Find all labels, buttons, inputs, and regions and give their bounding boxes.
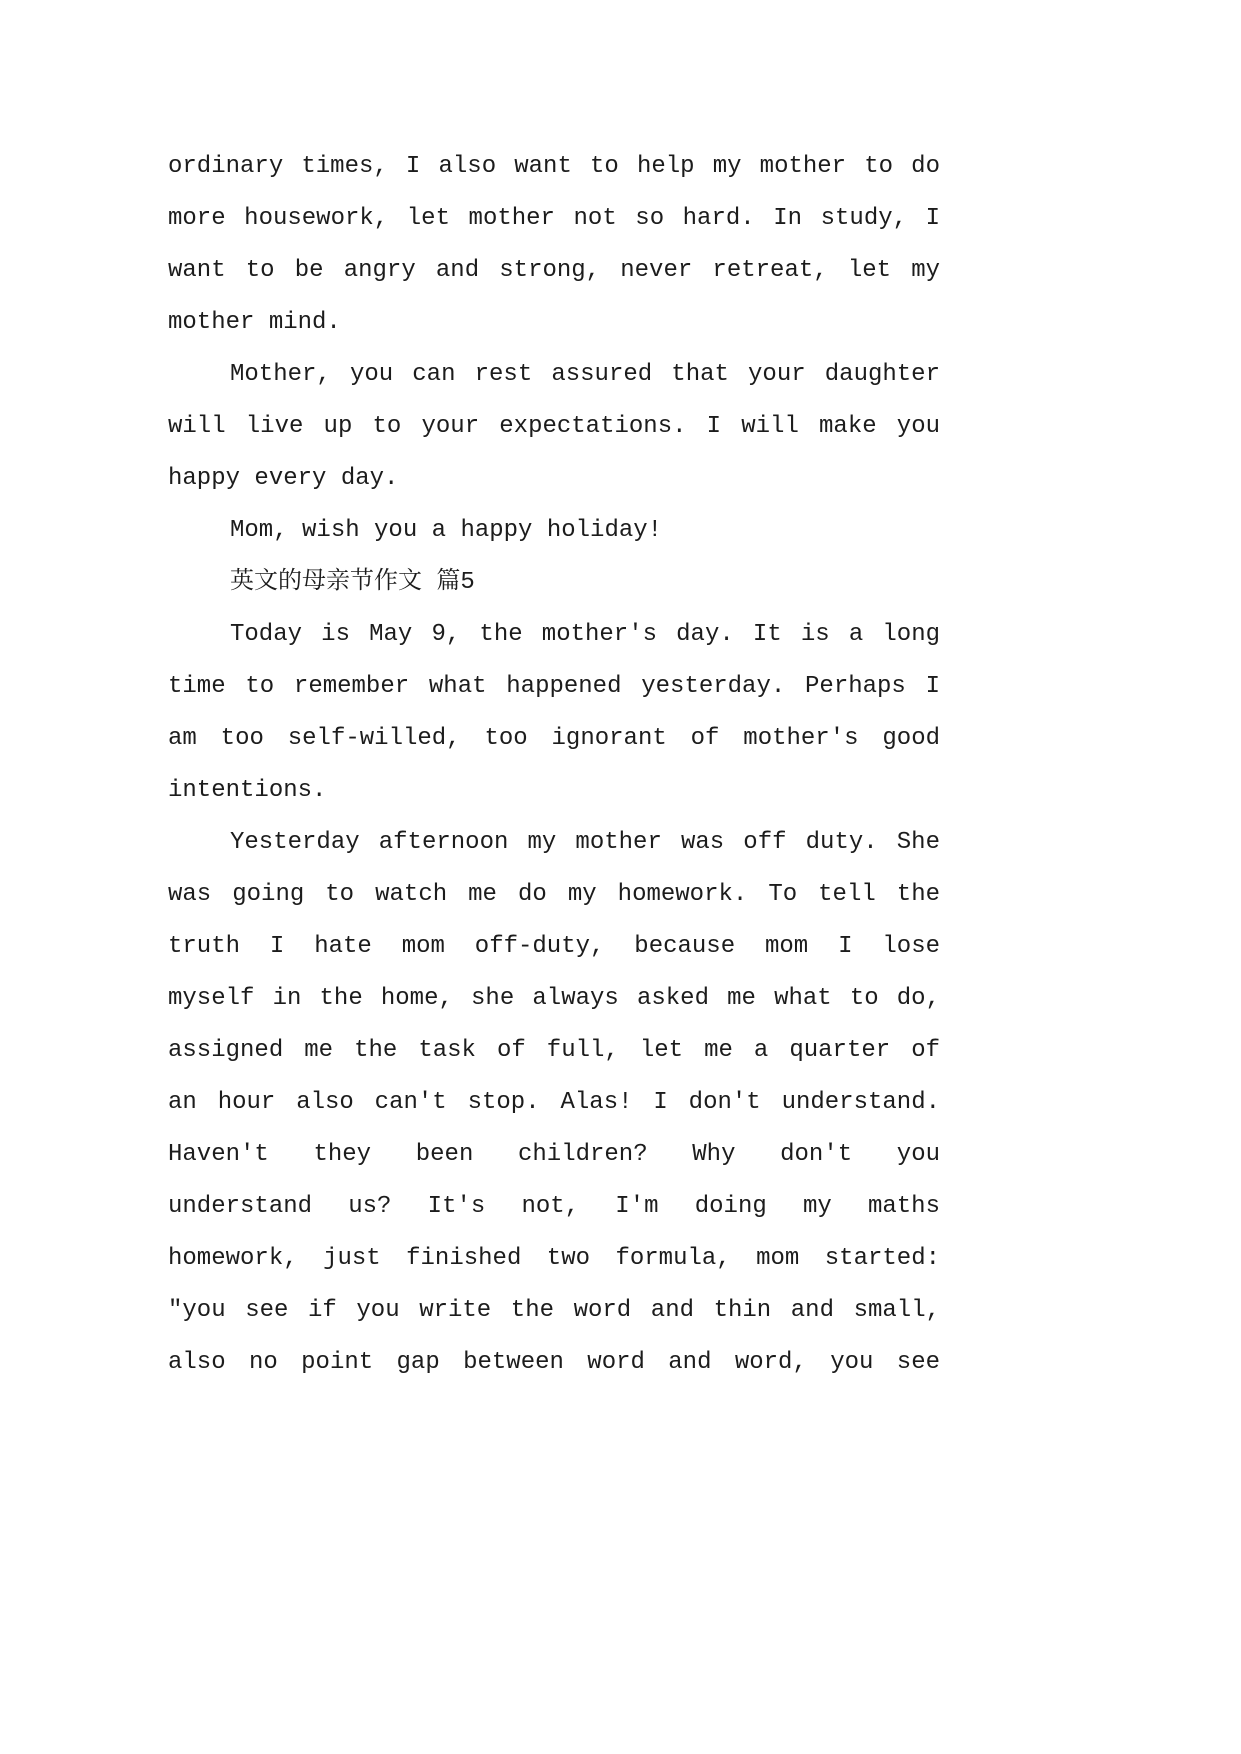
paragraph-line: truth I hate mom off-duty, because mom I lose bbox=[168, 933, 940, 960]
paragraph-line: am too self-willed, too ignorant of mother's good bbox=[168, 725, 940, 752]
paragraph-line: will live up to your expectations. I will make you bbox=[168, 413, 940, 440]
paragraph-line: Today is May 9, the mother's day. It is a long bbox=[230, 621, 940, 648]
paragraph-line: ordinary times, I also want to help my mother to do bbox=[168, 153, 940, 180]
paragraph-line: Yesterday afternoon my mother was off duty. She bbox=[230, 829, 940, 856]
paragraph-line: homework, just finished two formula, mom started: bbox=[168, 1245, 940, 1272]
paragraph bbox=[168, 609, 940, 817]
paragraph-line: was going to watch me do my homework. To tell the bbox=[168, 881, 940, 908]
section-heading bbox=[168, 557, 940, 609]
paragraph bbox=[168, 349, 940, 505]
paragraph-line: want to be angry and strong, never retreat, let my bbox=[168, 257, 940, 284]
paragraph bbox=[168, 505, 940, 557]
paragraph-line: mother mind. bbox=[168, 309, 341, 336]
paragraph-line: assigned me the task of full, let me a quarter of bbox=[168, 1037, 940, 1064]
section-heading-text: 英文的母亲节作文 篇5 bbox=[230, 569, 475, 596]
paragraph-line: "you see if you write the word and thin and small, bbox=[168, 1297, 940, 1324]
paragraph-line: Haven't they been children? Why don't you bbox=[168, 1141, 940, 1168]
paragraph-line: intentions. bbox=[168, 777, 327, 804]
body-text bbox=[168, 141, 940, 1389]
paragraph-line: an hour also can't stop. Alas! I don't understand. bbox=[168, 1089, 940, 1116]
paragraph-line: understand us? It's not, I'm doing my maths bbox=[168, 1193, 940, 1220]
paragraph bbox=[168, 817, 940, 1389]
paragraph-line: Mom, wish you a happy holiday! bbox=[230, 517, 663, 544]
paragraph bbox=[168, 141, 940, 349]
paragraph-line: Mother, you can rest assured that your daughter bbox=[230, 361, 940, 388]
paragraph-line: myself in the home, she always asked me what to do, bbox=[168, 985, 940, 1012]
paragraph-line: happy every day. bbox=[168, 465, 399, 492]
paragraph-line: time to remember what happened yesterday. Perhaps I bbox=[168, 673, 940, 700]
paragraph-line: more housework, let mother not so hard. In study, I bbox=[168, 205, 940, 232]
paragraph-line: also no point gap between word and word, you see bbox=[168, 1349, 940, 1376]
